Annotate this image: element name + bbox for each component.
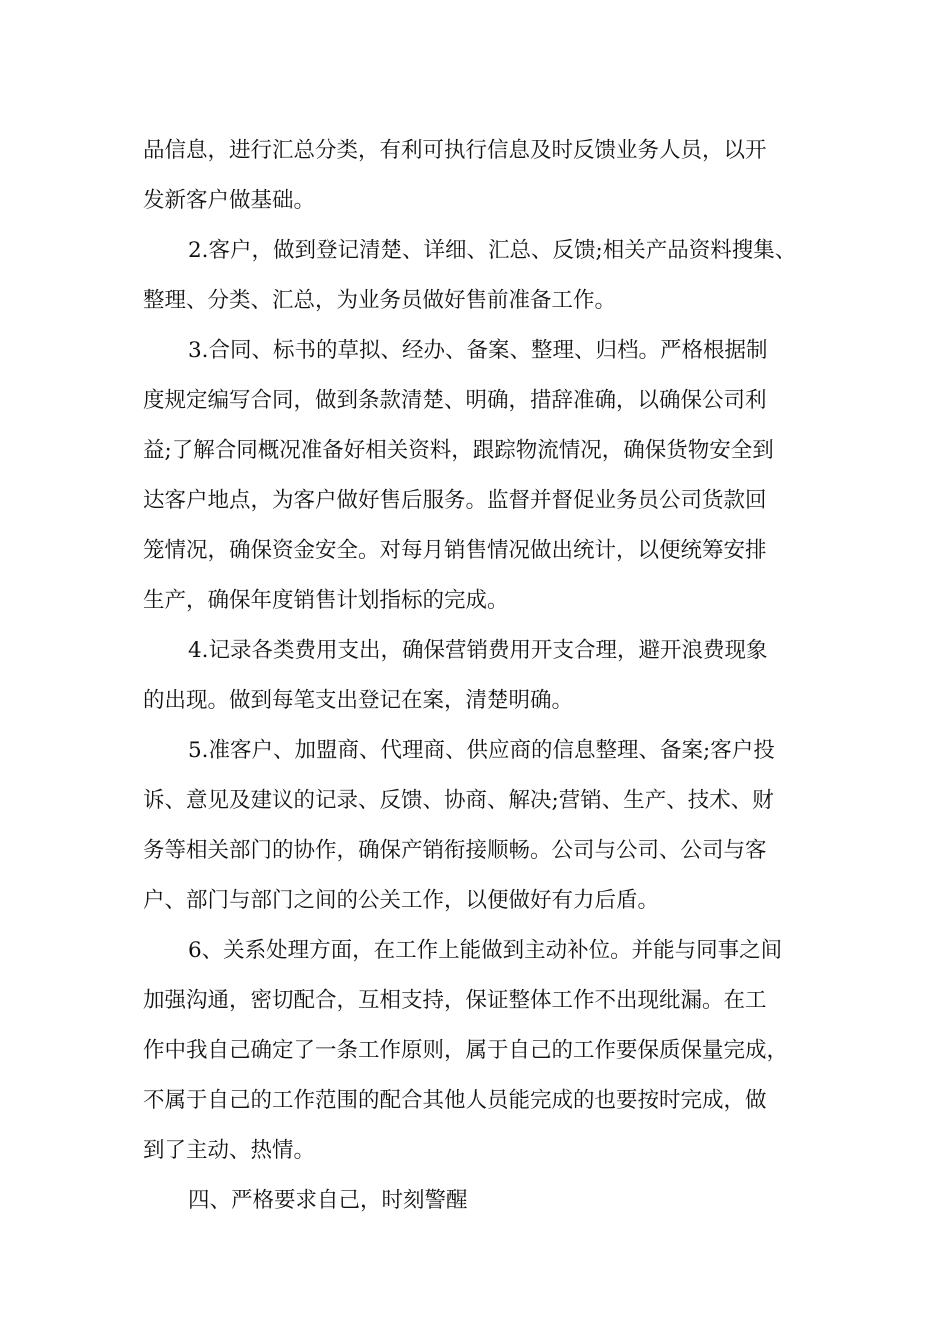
section-heading: 四、严格要求自己，时刻警醒: [188, 1188, 468, 1213]
paragraph-line: 发新客户做基础。: [143, 188, 316, 213]
paragraph-line: 4.记录各类费用支出，确保营销费用开支合理，避开浪费现象: [188, 638, 768, 663]
paragraph-line: 生产，确保年度销售计划指标的完成。: [143, 588, 509, 613]
paragraph-line: 笼情况，确保资金安全。对每月销售情况做出统计，以便统筹安排: [143, 538, 767, 563]
paragraph-line: 5.准客户、加盟商、代理商、供应商的信息整理、备案;客户投: [188, 738, 775, 763]
paragraph-line: 务等相关部门的协作，确保产销衔接顺畅。公司与公司、公司与客: [143, 838, 767, 863]
paragraph-line: 加强沟通，密切配合，互相支持，保证整体工作不出现纰漏。在工: [143, 988, 767, 1013]
paragraph-line: 整理、分类、汇总，为业务员做好售前准备工作。: [143, 288, 617, 313]
paragraph-line: 2.客户，做到登记清楚、详细、汇总、反馈;相关产品资料搜集、: [188, 238, 797, 263]
paragraph-line: 达客户地点，为客户做好售后服务。监督并督促业务员公司货款回: [143, 488, 767, 513]
paragraph-line: 品信息，进行汇总分类，有利可执行信息及时反馈业务人员，以开: [143, 138, 767, 163]
paragraph-line: 诉、意见及建议的记录、反馈、协商、解决;营销、生产、技术、财: [143, 788, 774, 813]
paragraph-line: 6、关系处理方面，在工作上能做到主动补位。并能与同事之间: [188, 938, 783, 963]
paragraph-line: 作中我自己确定了一条工作原则，属于自己的工作要保质保量完成，: [143, 1038, 789, 1063]
paragraph-line: 户、部门与部门之间的公关工作，以便做好有力后盾。: [143, 888, 660, 913]
paragraph-line: 度规定编写合同，做到条款清楚、明确，措辞准确，以确保公司利: [143, 388, 767, 413]
paragraph-line: 3.合同、标书的草拟、经办、备案、整理、归档。严格根据制: [188, 338, 768, 363]
paragraph-line: 益;了解合同概况准备好相关资料，跟踪物流情况，确保货物安全到: [143, 438, 774, 463]
paragraph-line: 的出现。做到每笔支出登记在案，清楚明确。: [143, 688, 574, 713]
paragraph-line: 不属于自己的工作范围的配合其他人员能完成的也要按时完成，做: [143, 1088, 767, 1113]
paragraph-line: 到了主动、热情。: [143, 1138, 316, 1163]
